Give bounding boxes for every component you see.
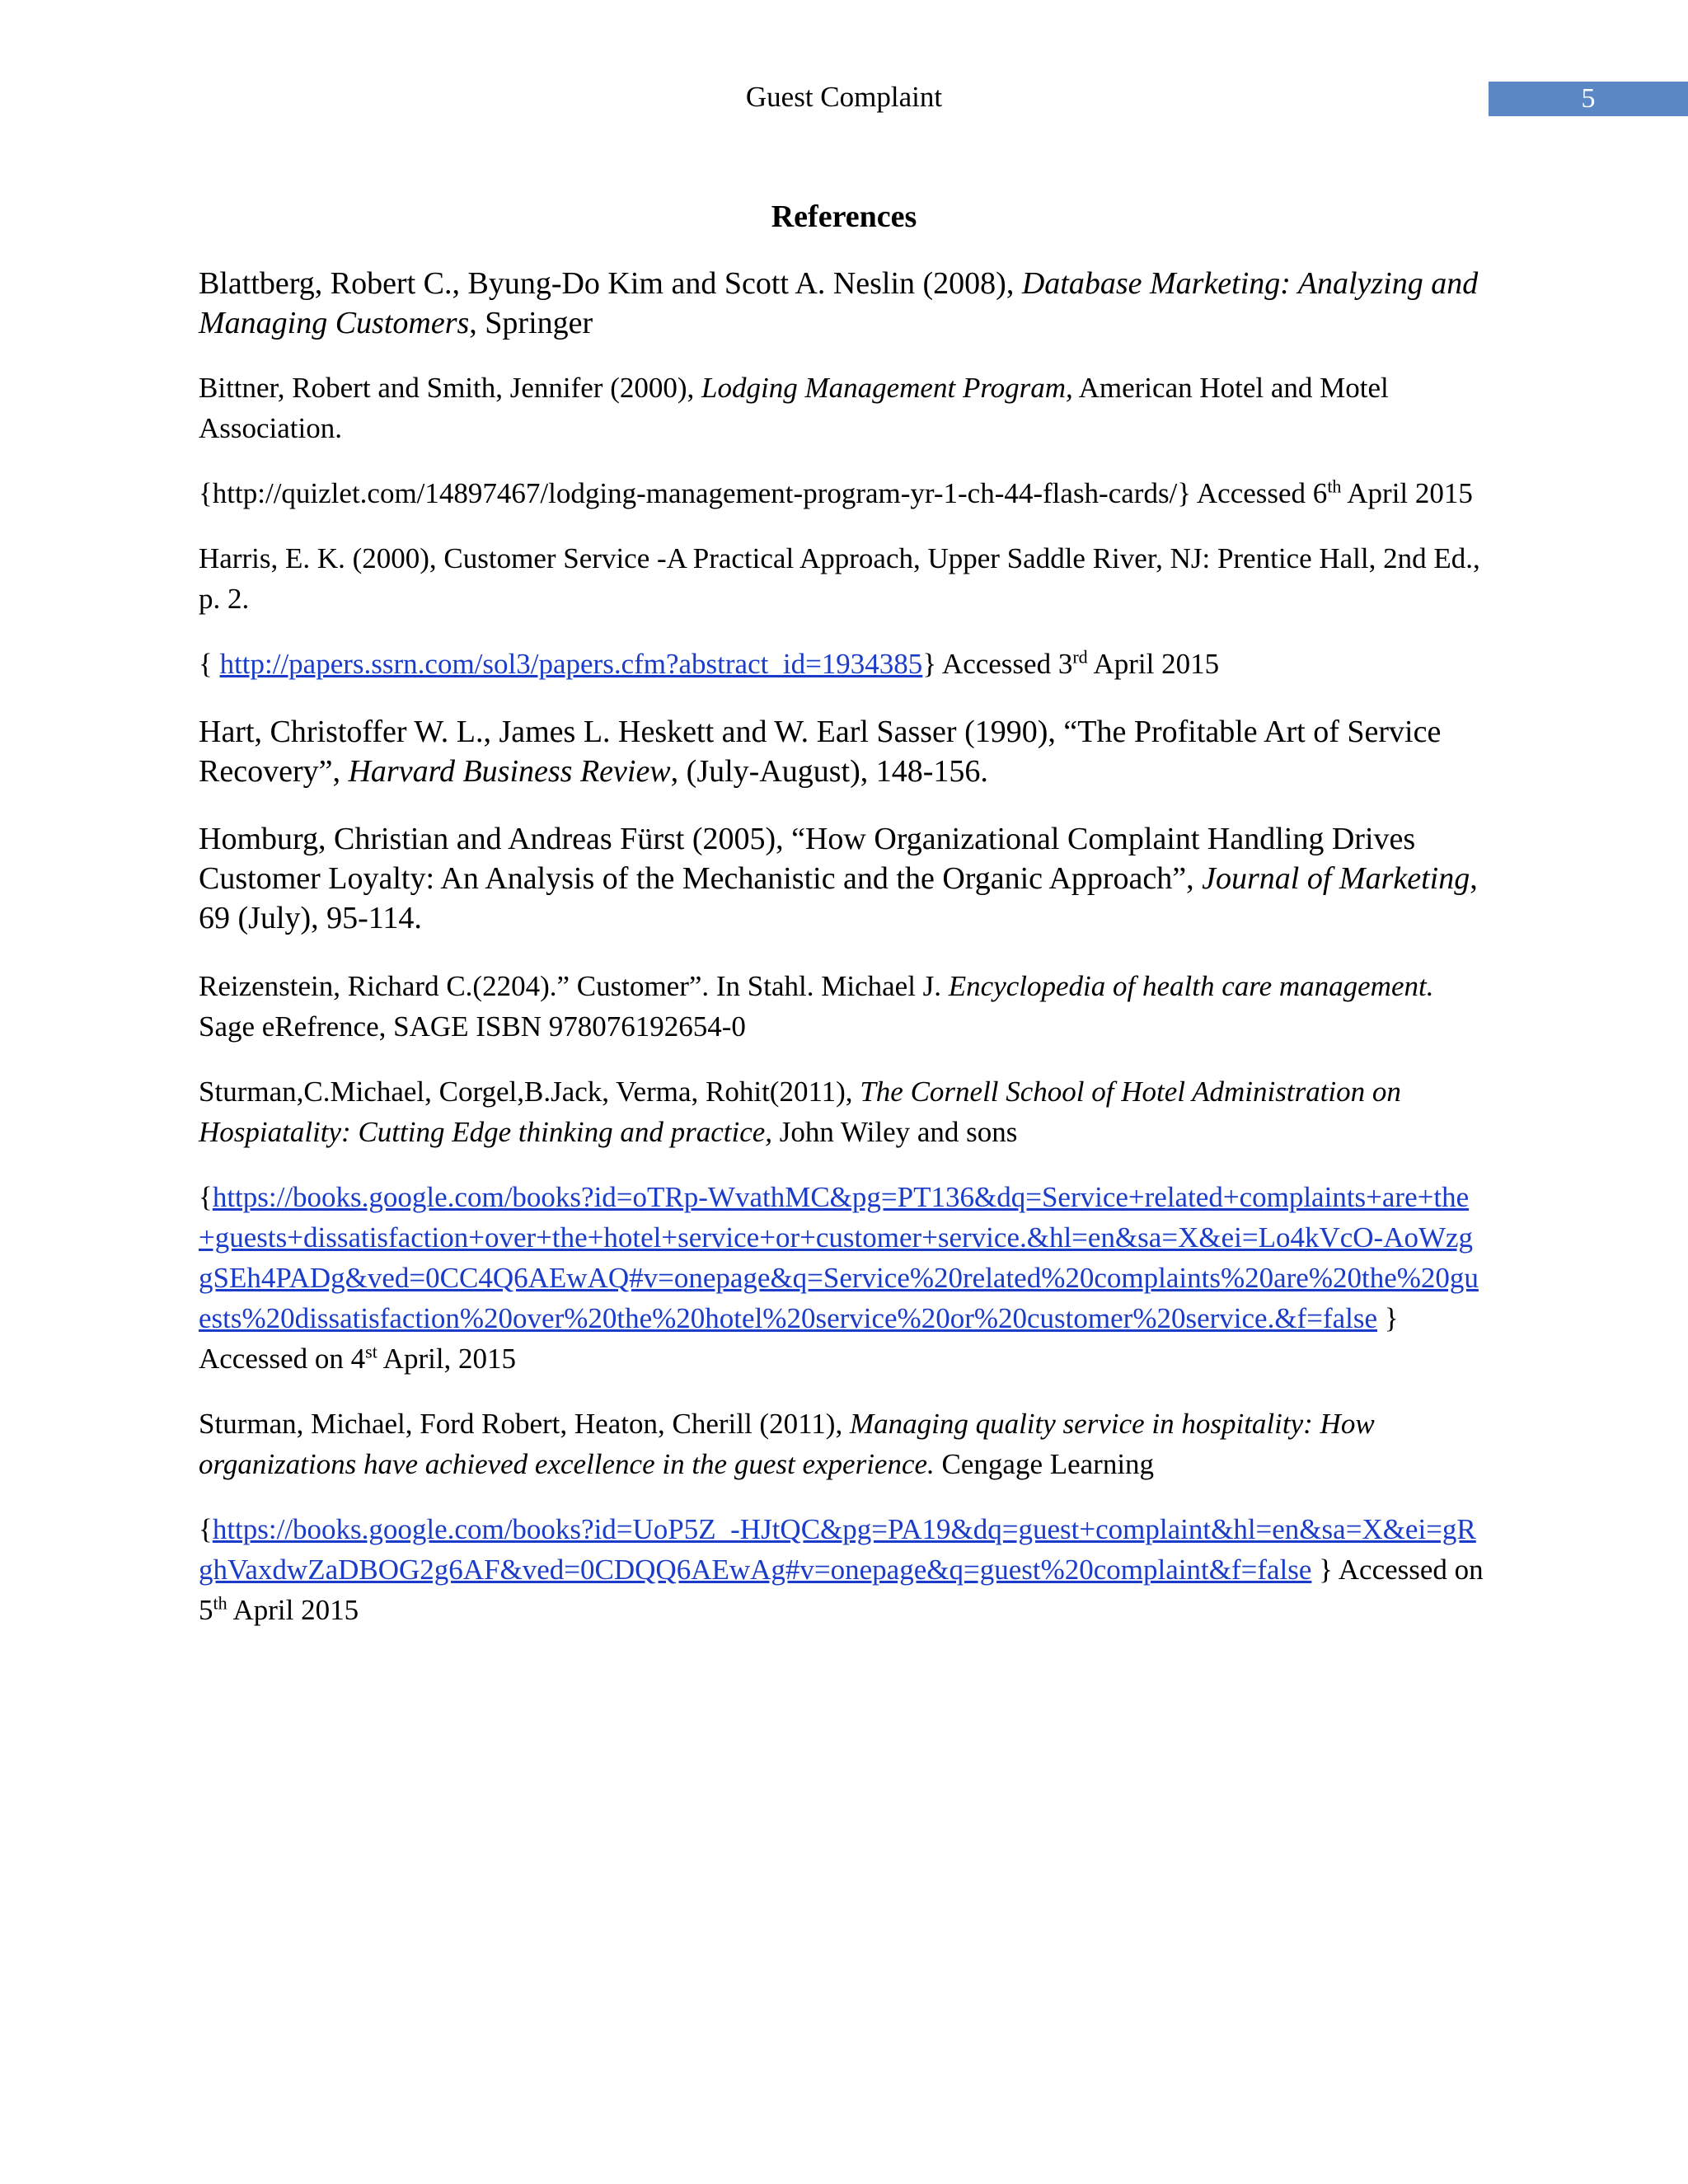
reference-homburg (199, 819, 1484, 938)
reference-bittner (199, 368, 1484, 448)
brace-close-accessed: } Accessed on 4 (199, 1302, 1399, 1375)
page-number-badge: 5 (1489, 82, 1688, 116)
ordinal-suffix: rd (1072, 646, 1088, 668)
reference-publisher: John Wiley and sons (772, 1116, 1018, 1148)
reference-authors: Reizenstein, Richard C.(2204).” Customer”. In Stahl. Michael J. (199, 970, 949, 1002)
reference-text: Harris, E. K. (2000), Customer Service -A Practical Approach, Upper Saddle River, NJ: Prentice Hall, 2nd Ed., p. 2. (199, 542, 1480, 615)
reference-authors: Blattberg, Robert C., Byung-Do Kim and Scott A. Neslin (2008), (199, 266, 1022, 301)
ordinal-suffix: st (365, 1341, 377, 1362)
ordinal-suffix: th (213, 1592, 227, 1614)
reference-accessed-date: April 2015 (1341, 477, 1473, 509)
reference-journal: Journal of Marketing (1202, 861, 1470, 896)
running-header-title: Guest Complaint (745, 81, 943, 113)
reference-publisher: American Hotel and Motel Association. (199, 372, 1389, 444)
reference-pages: , (July-August), 148-156. (670, 754, 988, 789)
reference-authors: Hart, Christoffer W. L., James L. Heskett and W. Earl Sasser (1990), “The Profitable Art of Service Recovery”, (199, 715, 1442, 789)
reference-publisher: , Springer (469, 306, 593, 340)
reference-title: Managing quality service in hospitality: How organizations have achieved excellence in the guest experience. (199, 1408, 1375, 1480)
brace-close-accessed: } Accessed 3 (922, 648, 1073, 680)
google-books-link-2[interactable]: https://books.google.com/books?id=UoP5Z_-HJtQC&pg=PA19&dq=guest+complaint&hl=en&sa=X&ei=gRghVaxdwZaDBOG2g6AF&ved=0CDQQ6AEwAg#v=onepage&q=guest%20complaint&f=false (199, 1513, 1476, 1586)
reference-title: Lodging Management Program, (701, 372, 1073, 404)
references-heading: References (771, 199, 917, 234)
reference-authors: Sturman, Michael, Ford Robert, Heaton, Cherill (2011), (199, 1408, 850, 1440)
brace-open: { (199, 1513, 213, 1545)
reference-publisher: Cengage Learning (934, 1448, 1155, 1480)
reference-url-text: {http://quizlet.com/14897467/lodging-management-program-yr-1-ch-44-flash-cards/} Accessed 6 (199, 477, 1328, 509)
reference-title: Database Marketing: Analyzing and Managing Customers (199, 266, 1479, 340)
reference-sturman-cornell (199, 1071, 1484, 1152)
reference-sturman-quality (199, 1404, 1484, 1484)
reference-journal: Harvard Business Review (348, 754, 671, 789)
ordinal-suffix: th (1327, 476, 1342, 497)
references-list (199, 264, 1484, 1630)
brace-open: { (199, 648, 220, 680)
ssrn-link[interactable]: http://papers.ssrn.com/sol3/papers.cfm?abstract_id=1934385 (219, 648, 923, 680)
reference-authors: Bittner, Robert and Smith, Jennifer (2000), (199, 372, 702, 404)
reference-title: Encyclopedia of health care management. (948, 970, 1434, 1002)
reference-pages: , 69 (July), 95-114. (199, 861, 1478, 935)
reference-accessed-date: April 2015 (227, 1594, 359, 1626)
reference-accessed-date: April 2015 (1087, 648, 1220, 680)
reference-quizlet-url (199, 473, 1484, 513)
reference-reizenstein (199, 966, 1484, 1047)
reference-authors: Homburg, Christian and Andreas Fürst (2005), “How Organizational Complaint Handling Drives Customer Loyalty: An Analysis of the Mechanistic and the Organic Approach”, (199, 822, 1416, 896)
google-books-link-1[interactable]: https://books.google.com/books?id=oTRp-WvathMC&pg=PT136&dq=Service+related+complaints+are+the+guests+dissatisfaction+over+the+hotel+service+or+customer+service.&hl=en&sa=X&ei=Lo4kVcO-AoWzggSEh4PADg&ved=0CC4Q6AEwAQ#v=onepage&q=Service%20related%20complaints%20are%20the%20guests%20dissatisfaction%20over%20the%20hotel%20service%20or%20customer%20service.&f=false (199, 1181, 1479, 1334)
brace-open: { (199, 1181, 213, 1213)
reference-accessed-date: April, 2015 (377, 1343, 517, 1375)
reference-authors: Sturman,C.Michael, Corgel,B.Jack, Verma, Rohit(2011), (199, 1076, 860, 1108)
reference-ssrn-url (199, 644, 1484, 684)
reference-hart (199, 712, 1484, 791)
reference-publisher: Sage eRefrence, SAGE ISBN 978076192654-0 (199, 1010, 746, 1043)
reference-harris (199, 538, 1484, 619)
reference-google-books-2 (199, 1509, 1484, 1630)
reference-blattberg (199, 264, 1484, 343)
brace-close-accessed: } Accessed on 5 (199, 1554, 1484, 1626)
reference-title: The Cornell School of Hotel Administration on Hospiatality: Cutting Edge thinking and practice, (199, 1076, 1401, 1148)
reference-google-books-1 (199, 1177, 1484, 1379)
